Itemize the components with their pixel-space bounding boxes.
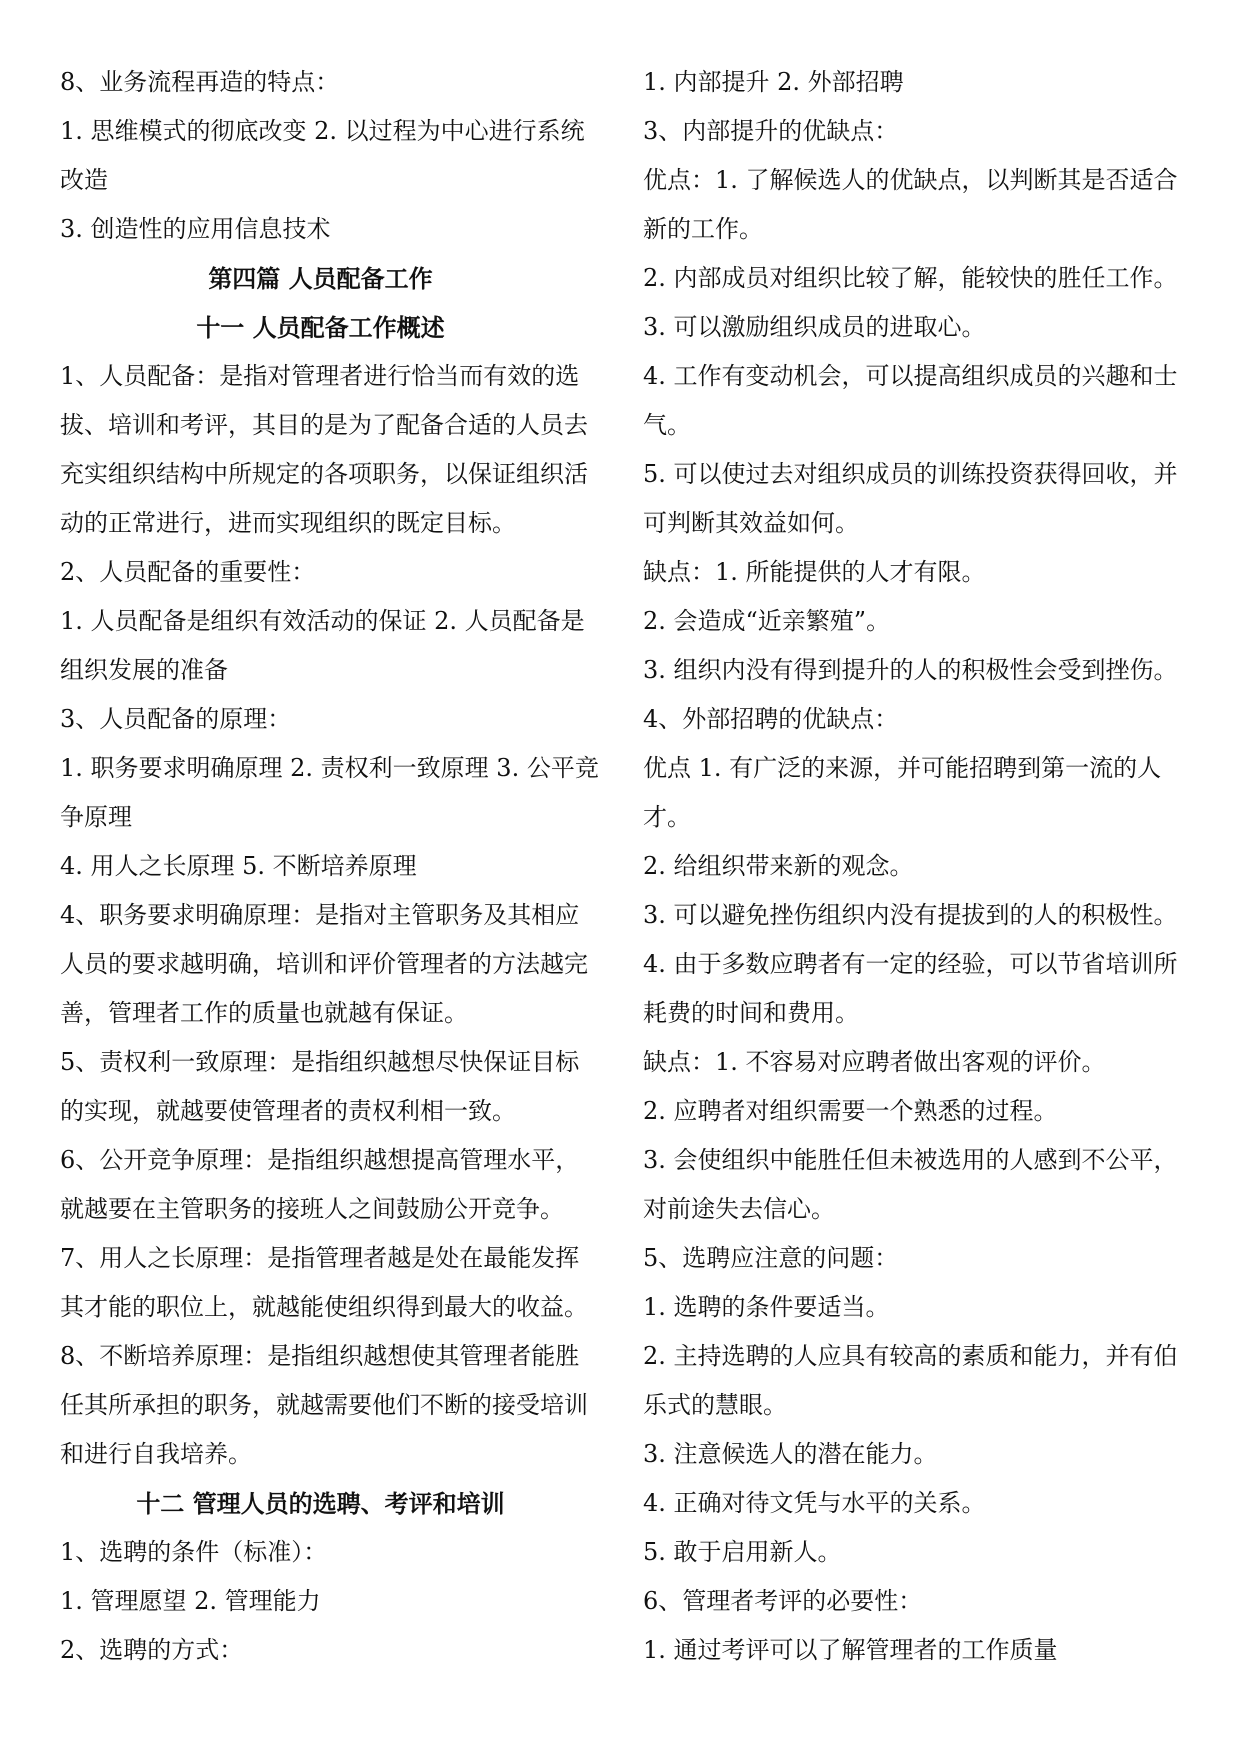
text-line: 1. 内部提升 2. 外部招聘 [643,68,904,96]
text-line: 1. 管理愿望 2. 管理能力 [60,1587,321,1615]
text-line: 2. 主持选聘的人应具有较高的素质和能力，并有伯 [643,1342,1178,1370]
section-heading: 十二 管理人员的选聘、考评和培训 [136,1489,505,1518]
section-heading: 第四篇 人员配备工作 [208,264,433,293]
text-line: 3、内部提升的优缺点： [643,117,899,145]
text-line: 改造 [60,166,108,194]
text-line: 1、选聘的条件（标准）： [60,1538,328,1566]
text-line: 2. 应聘者对组织需要一个熟悉的过程。 [643,1097,1058,1125]
text-line: 的实现，就越要使管理者的责权利相一致。 [60,1097,516,1125]
text-line: 8、业务流程再造的特点： [60,68,340,96]
text-line: 缺点：1. 不容易对应聘者做出客观的评价。 [643,1048,1106,1076]
text-line: 7、用人之长原理：是指管理者越是处在最能发挥 [60,1244,580,1272]
right-column [643,58,1188,1675]
text-line: 动的正常进行，进而实现组织的既定目标。 [60,509,516,537]
text-line: 2. 内部成员对组织比较了解，能较快的胜任工作。 [643,264,1178,292]
text-line: 3. 组织内没有得到提升的人的积极性会受到挫伤。 [643,656,1178,684]
text-line: 拔、培训和考评，其目的是为了配备合适的人员去 [60,411,588,439]
text-line: 5、选聘应注意的问题： [643,1244,899,1272]
text-line: 4. 用人之长原理 5. 不断培养原理 [60,852,417,880]
text-line: 优点：1. 了解候选人的优缺点，以判断其是否适合 [643,166,1178,194]
text-line: 可判断其效益如何。 [643,509,859,537]
text-line: 3. 创造性的应用信息技术 [60,215,331,243]
text-line: 耗费的时间和费用。 [643,999,859,1027]
text-line: 4. 工作有变动机会，可以提高组织成员的兴趣和士 [643,362,1178,390]
text-line: 1. 职务要求明确原理 2. 责权利一致原理 3. 公平竞 [60,754,599,782]
text-line: 5. 敢于启用新人。 [643,1538,842,1566]
text-line: 对前途失去信心。 [643,1195,835,1223]
text-line: 优点 1. 有广泛的来源，并可能招聘到第一流的人 [643,754,1162,782]
text-line: 1. 通过考评可以了解管理者的工作质量 [643,1636,1058,1664]
text-line: 4. 由于多数应聘者有一定的经验，可以节省培训所 [643,950,1178,978]
text-line: 6、管理者考评的必要性： [643,1587,923,1615]
text-line: 和进行自我培养。 [60,1440,252,1468]
section-heading: 十一 人员配备工作概述 [196,313,445,342]
text-line: 人员的要求越明确，培训和评价管理者的方法越完 [60,950,588,978]
text-line: 3. 会使组织中能胜任但未被选用的人感到不公平， [643,1146,1178,1174]
text-line: 其才能的职位上，就越能使组织得到最大的收益。 [60,1293,588,1321]
text-line: 缺点：1. 所能提供的人才有限。 [643,558,986,586]
text-line: 1. 人员配备是组织有效活动的保证 2. 人员配备是 [60,607,585,635]
text-line: 2. 会造成“近亲繁殖”。 [643,607,891,635]
text-line: 组织发展的准备 [60,656,228,684]
text-line: 4、职务要求明确原理：是指对主管职务及其相应 [60,901,580,929]
text-line: 3. 可以激励组织成员的进取心。 [643,313,986,341]
text-line: 3. 注意候选人的潜在能力。 [643,1440,938,1468]
text-line: 2、人员配备的重要性： [60,558,316,586]
text-line: 1. 选聘的条件要适当。 [643,1293,890,1321]
text-line: 乐式的慧眼。 [643,1391,787,1419]
left-column [60,58,605,1675]
text-line: 3、人员配备的原理： [60,705,292,733]
text-line: 5、责权利一致原理：是指组织越想尽快保证目标 [60,1048,580,1076]
text-line: 2、选聘的方式： [60,1636,244,1664]
text-line: 1、人员配备：是指对管理者进行恰当而有效的选 [60,362,580,390]
text-line: 争原理 [60,803,132,831]
text-line: 才。 [643,803,691,831]
text-line: 就越要在主管职务的接班人之间鼓励公开竞争。 [60,1195,564,1223]
text-line: 充实组织结构中所规定的各项职务，以保证组织活 [60,460,588,488]
text-line: 4、外部招聘的优缺点： [643,705,899,733]
text-line: 1. 思维模式的彻底改变 2. 以过程为中心进行系统 [60,117,585,145]
text-line: 4. 正确对待文凭与水平的关系。 [643,1489,986,1517]
text-line: 善，管理者工作的质量也就越有保证。 [60,999,468,1027]
text-line: 5. 可以使过去对组织成员的训练投资获得回收，并 [643,460,1178,488]
text-line: 新的工作。 [643,215,763,243]
text-line: 6、公开竞争原理：是指组织越想提高管理水平， [60,1146,580,1174]
text-line: 任其所承担的职务，就越需要他们不断的接受培训 [60,1391,588,1419]
text-line: 气。 [643,411,691,439]
text-line: 3. 可以避免挫伤组织内没有提拔到的人的积极性。 [643,901,1178,929]
text-line: 2. 给组织带来新的观念。 [643,852,914,880]
text-line: 8、不断培养原理：是指组织越想使其管理者能胜 [60,1342,580,1370]
